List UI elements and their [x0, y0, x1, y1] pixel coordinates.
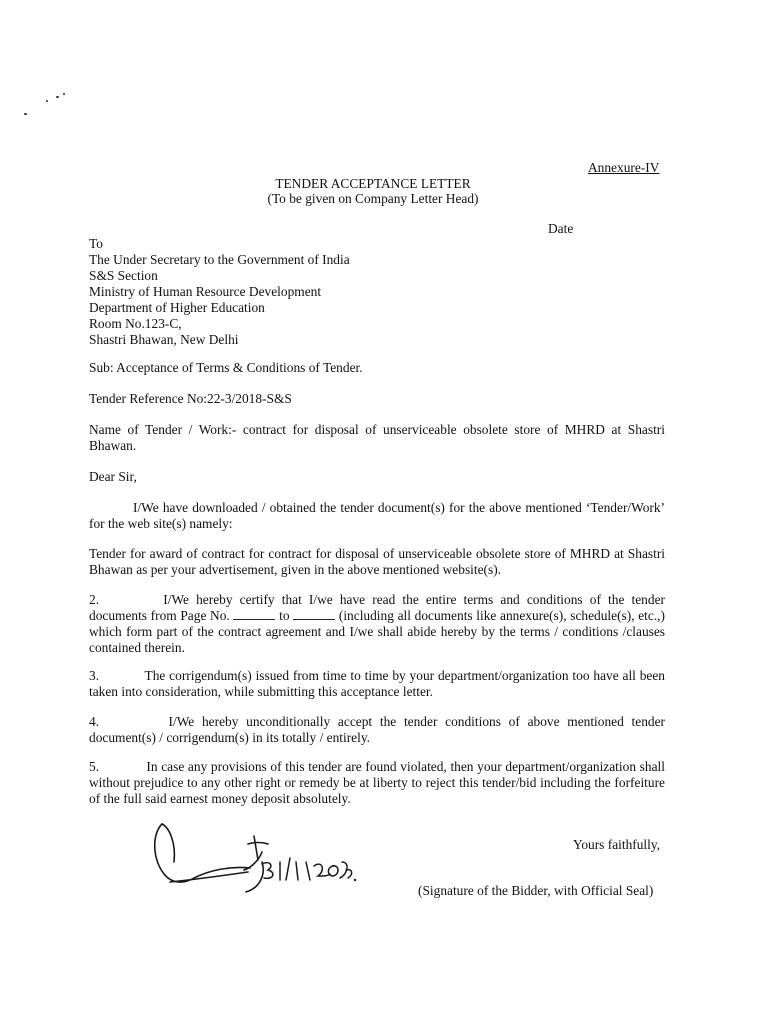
paragraph-2-number: 2. [89, 592, 100, 607]
paragraph-2-text-rest: (including all documents like annexure(s), schedule(s), etc.,) which form part of the contract agreement and I/we shall abide hereby by the terms / conditions /clauses contained therein. [89, 608, 665, 655]
address-line: To [89, 236, 103, 251]
tender-reference: Tender Reference No:22-3/2018-S&S [89, 391, 292, 406]
paragraph-2-text: I/We hereby certify that I/we have read the entire terms and conditions of the tender documents from Page No. [89, 592, 665, 623]
letter-title: TENDER ACCEPTANCE LETTER [275, 176, 471, 191]
closing-line: Yours faithfully, [573, 837, 661, 852]
scan-speck [24, 113, 27, 115]
address-line: S&S Section [89, 268, 158, 283]
page-to-blank [293, 608, 335, 620]
paragraph-2 [89, 592, 665, 656]
paragraph-4 [89, 714, 665, 746]
paragraph-3 [89, 668, 665, 700]
address-line: Shastri Bhawan, New Delhi [89, 332, 239, 347]
signature-caption: (Signature of the Bidder, with Official Seal) [418, 883, 654, 898]
address-line: Department of Higher Education [89, 300, 265, 315]
scan-speck [56, 96, 59, 98]
handwritten-signature [150, 818, 360, 898]
paragraph-tender: Tender for award of contract for contract for disposal of unserviceable obsolete store of MHRD at Shastri Bhawan as per your advertisement, given in the above mentioned website(s). [89, 546, 665, 577]
annexure-label: Annexure-IV [588, 160, 660, 175]
paragraph-3-text: The corrigendum(s) issued from time to time by your department/organization too have all been taken into consideration, while submitting this acceptance letter. [89, 668, 666, 699]
date-label: Date [548, 221, 574, 236]
subject-line: Sub: Acceptance of Terms & Conditions of Tender. [89, 360, 363, 375]
name-of-tender: Name of Tender / Work:- contract for disposal of unserviceable obsolete store of MHRD at Shastri Bhawan. [89, 422, 665, 453]
scan-speck [63, 93, 65, 95]
paragraph-intro-text: I/We have downloaded / obtained the tender document(s) for the above mentioned ‘Tender/Work’ for the web site(s) namely: [89, 500, 665, 531]
address-line: The Under Secretary to the Government of India [89, 252, 350, 267]
letter-subtitle: (To be given on Company Letter Head) [267, 191, 479, 206]
paragraph-intro [89, 500, 665, 532]
salutation: Dear Sir, [89, 469, 137, 484]
recipient-address [89, 236, 350, 348]
page-from-blank [233, 608, 275, 620]
scan-speck [46, 100, 48, 102]
address-line: Room No.123-C, [89, 316, 182, 331]
paragraph-2-to: to [279, 608, 290, 623]
address-line: Ministry of Human Resource Development [89, 284, 322, 299]
paragraph-5-number: 5. [89, 759, 100, 774]
paragraph-4-text: I/We hereby unconditionally accept the tender conditions of above mentioned tender document(s) / corrigendum(s) in its totally / entirely. [89, 714, 665, 745]
paragraph-5-text: In case any provisions of this tender are found violated, then your department/organization shall without prejudice to any other right or remedy be at liberty to reject this tender/bid including the forfeiture of the full said earnest money deposit absolutely. [89, 759, 665, 806]
paragraph-5 [89, 759, 665, 807]
paragraph-3-number: 3. [89, 668, 100, 683]
paragraph-4-number: 4. [89, 714, 100, 729]
